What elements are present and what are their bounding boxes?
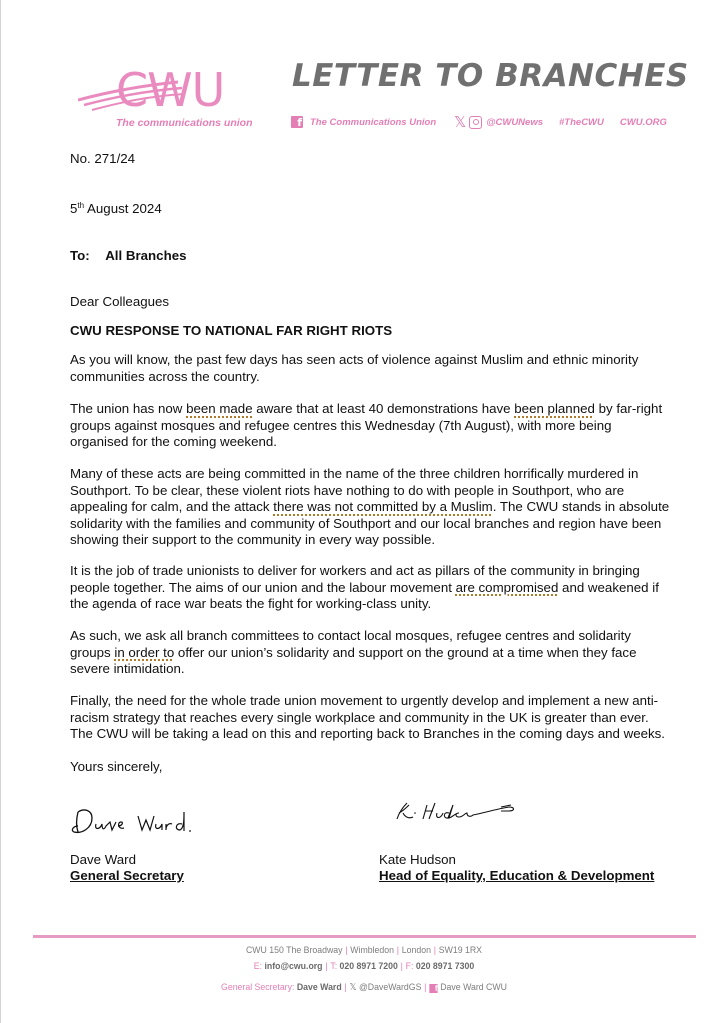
- paragraph-text: As such, we ask all branch committees to contact local mosques, refugee centres and solidarity groups: [70, 628, 631, 660]
- separator: |: [325, 961, 328, 972]
- signatory-title: Head of Equality, Education & Development: [379, 868, 655, 883]
- footer-divider: [33, 935, 696, 938]
- email-label: E:: [253, 961, 263, 972]
- footer-address: [29, 945, 699, 956]
- signature-kate-hudson: [393, 799, 518, 823]
- logo-tagline: The communications union: [116, 117, 253, 129]
- address-line: London: [401, 945, 431, 956]
- paragraph-text: Many of these acts are being committed in the name of the three children horrifically murdered in Southport. To be clear, these violent riots have nothing to do with people in Southport, who are appealing for calm, and the attack: [70, 466, 639, 515]
- closing: Yours sincerely,: [70, 759, 163, 774]
- gs-label: General Secretary:: [221, 982, 295, 993]
- page-edge: [0, 0, 1, 1023]
- grammar-flag[interactable]: in order to: [114, 644, 175, 660]
- signatory-name: Dave Ward: [70, 852, 137, 867]
- separator: |: [433, 945, 437, 956]
- paragraph-text: As you will know, the past few days has seen acts of violence against Muslim and ethnic minority communities across the country.: [70, 352, 639, 384]
- letter-reference: No. 271/24: [70, 151, 136, 166]
- separator: |: [345, 945, 348, 956]
- separator: |: [400, 961, 403, 972]
- paragraph-text: . The CWU stands in absolute solidarity with the families and community of Southport and our local branches and region have been showing their support to the community in every way possible.: [70, 499, 670, 548]
- separator: |: [396, 945, 400, 956]
- phone-label: T:: [330, 961, 338, 972]
- fax-number: 020 8971 7300: [415, 961, 475, 972]
- to-value: All Branches: [105, 248, 187, 263]
- address-line: CWU 150 The Broadway: [245, 945, 343, 956]
- paragraph-text: aware that at least 40 demonstrations have: [252, 401, 515, 416]
- body-paragraph: [70, 693, 670, 743]
- gs-x-handle[interactable]: @DaveWardGS: [358, 982, 422, 993]
- phone-number: 020 8971 7200: [339, 961, 398, 972]
- x-icon: 𝕏: [454, 113, 467, 131]
- grammar-flag[interactable]: been planned: [514, 401, 595, 416]
- to-label: To:: [70, 248, 90, 263]
- body-paragraph: [70, 466, 670, 549]
- fax-label: F:: [405, 961, 414, 972]
- paragraph-text: offer our union’s solidarity and support on the ground at a time when they face severe intimidation.: [70, 644, 637, 677]
- email-link[interactable]: info@cwu.org: [264, 961, 323, 972]
- date-suffix: th: [77, 201, 85, 210]
- signatory-title: General Secretary: [70, 868, 184, 883]
- letter-subject: CWU RESPONSE TO NATIONAL FAR RIGHT RIOTS: [70, 323, 393, 338]
- facebook-icon: f: [429, 984, 437, 993]
- document-type-heading: LETTER TO BRANCHES: [292, 58, 689, 94]
- cwu-logo: [78, 63, 253, 134]
- signature-dave-ward: [70, 804, 215, 838]
- date-day: 5: [70, 201, 78, 216]
- paragraph-text: by far-right groups against mosques and refugee centres this Wednesday (7th August), with more being organised for the coming weekend.: [70, 401, 663, 450]
- grammar-flag[interactable]: been made: [186, 401, 253, 416]
- separator: |: [344, 982, 347, 993]
- salutation: Dear Colleagues: [70, 294, 170, 309]
- facebook-link[interactable]: The Communications Union: [310, 116, 437, 128]
- letter-date: [70, 201, 162, 218]
- separator: |: [424, 982, 427, 993]
- footer-general-secretary: [29, 982, 699, 993]
- facebook-icon: f: [291, 116, 303, 128]
- body-paragraph: [70, 628, 670, 678]
- grammar-flag[interactable]: are compromised: [455, 579, 559, 595]
- header-social-links: [291, 113, 667, 131]
- grammar-flag[interactable]: there was not committed by a Muslim: [273, 499, 493, 515]
- body-paragraph: [70, 352, 670, 385]
- logo-wordmark: CWU: [116, 63, 225, 117]
- social-handle-link[interactable]: @CWUNews: [486, 116, 544, 128]
- hashtag-link[interactable]: #TheCWU: [559, 116, 604, 128]
- x-icon: 𝕏: [349, 982, 357, 993]
- footer-contact: [29, 961, 699, 972]
- date-month-year: August 2024: [84, 201, 162, 216]
- website-link[interactable]: CWU.ORG: [619, 116, 667, 128]
- body-paragraph: [70, 563, 670, 613]
- gs-name: Dave Ward: [296, 982, 342, 993]
- paragraph-text: It is the job of trade unionists to deliver for workers and act as pillars of the community in bringing people together. The aims of our union and the labour movement: [70, 563, 640, 595]
- paragraph-text: and weakened if the agenda of race war beats the fight for working-class unity.: [70, 579, 659, 612]
- gs-facebook-link[interactable]: Dave Ward CWU: [440, 982, 507, 993]
- body-paragraph: [70, 401, 670, 451]
- address-line: SW19 1RX: [438, 945, 483, 956]
- address-line: Wimbledon: [350, 945, 395, 956]
- paragraph-text: Finally, the need for the whole trade union movement to urgently develop and implement a new anti-racism strategy that reaches every single workplace and community in the UK is greater than ever. The CWU will be taking a lead on this and reporting back to Branches in the coming days and weeks.: [70, 693, 665, 742]
- paragraph-text: The union has now: [70, 401, 187, 416]
- instagram-icon: [469, 116, 482, 129]
- signatory-name: Kate Hudson: [379, 852, 456, 867]
- letter-recipient: [70, 248, 187, 265]
